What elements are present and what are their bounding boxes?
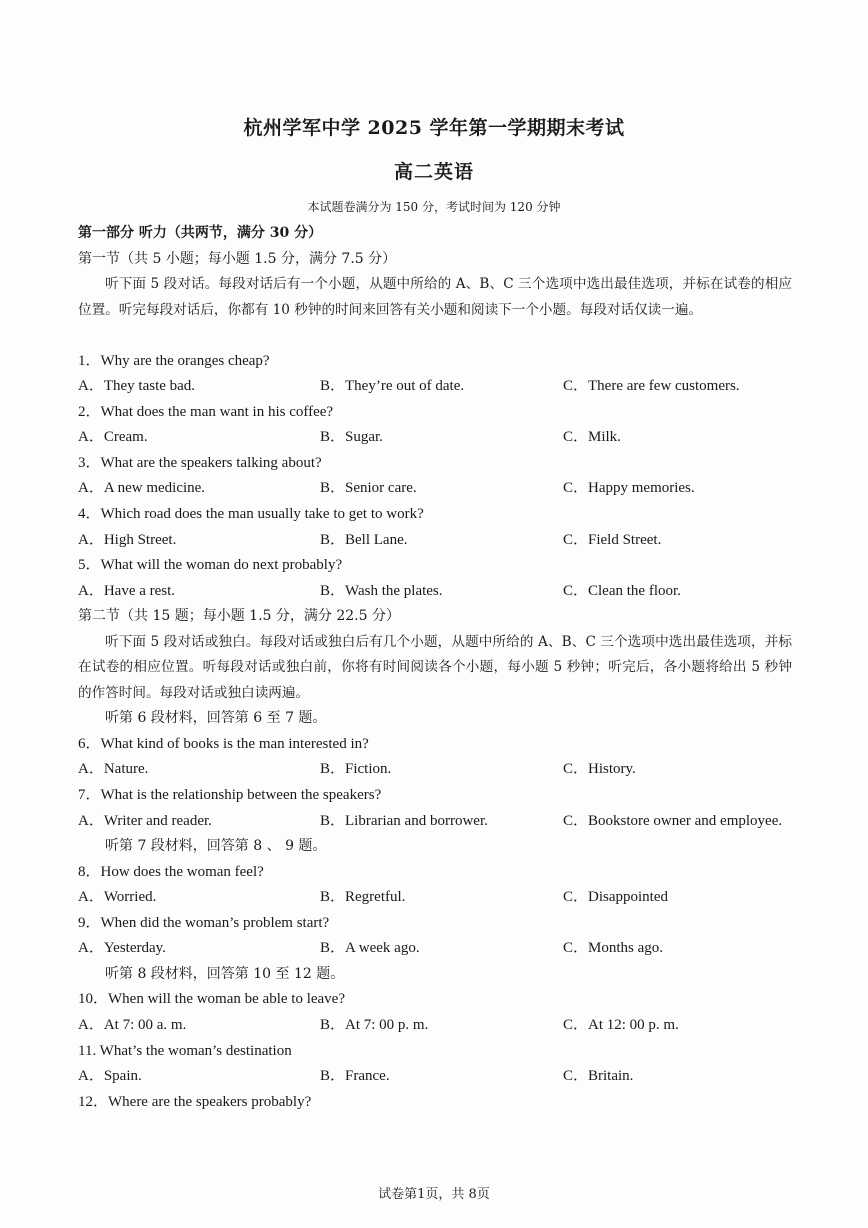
section1-instructions: 听下面 5 段对话。每段对话后有一个小题，从题中所给的 A、B、C 三个选项中选出最佳选项，并标在试卷的相应位置。听完每段对话后，你都有 10 秒钟的时间来回答有关小题和阅读下一个小题。每段对话仅读一遍。	[78, 276, 792, 318]
material-note: 听第 6 段材料，回答第 6 至 7 题。	[105, 710, 327, 727]
question-options	[78, 885, 792, 911]
exam-title: 杭州学军中学 2025 学年第一学期期末考试	[243, 117, 625, 139]
question-options	[78, 528, 792, 554]
question-options	[78, 374, 792, 400]
subject-title: 高二英语	[393, 161, 474, 183]
option-b: B．Fiction.	[320, 761, 392, 778]
option-a: A．Spain.	[78, 1068, 142, 1085]
question-stem: 11. What’s the woman’s destination	[78, 1042, 292, 1059]
option-a: A．They taste bad.	[78, 378, 196, 395]
question-stem: 6．What kind of books is the man interested in?	[78, 735, 369, 752]
question-stem: 3．What are the speakers talking about?	[78, 454, 322, 471]
option-c: C．Months ago.	[563, 940, 664, 957]
option-a: A．Have a rest.	[78, 582, 176, 599]
option-c: C．Clean the floor.	[563, 582, 681, 599]
question-stem: 7．What is the relationship between the speakers?	[78, 787, 382, 804]
option-a: A．Writer and reader.	[78, 812, 212, 829]
question-stem: 9．When did the woman’s problem start?	[78, 914, 330, 931]
option-c: C．History.	[563, 761, 636, 778]
option-b: B．They’re out of date.	[320, 378, 465, 395]
question-stem: 4．Which road does the man usually take to get to work?	[78, 506, 424, 523]
part1-heading: 第一部分 听力（共两节，满分 30 分）	[78, 225, 323, 241]
option-a: A．At 7: 00 a. m.	[78, 1016, 187, 1033]
option-b: B．Wash the plates.	[320, 582, 443, 599]
question-stem: 10．When will the woman be able to leave?	[78, 991, 345, 1008]
material-note: 听第 7 段材料，回答第 8 、 9 题。	[105, 838, 327, 855]
question-options	[78, 476, 792, 502]
option-a: A．A new medicine.	[78, 480, 206, 497]
option-a: A．High Street.	[78, 531, 177, 548]
option-b: B．Bell Lane.	[320, 531, 408, 548]
page-footer: 试卷第1页，共 8页	[378, 1187, 490, 1202]
option-c: C．Disappointed	[563, 889, 668, 906]
question-options	[78, 1064, 792, 1090]
question-options	[78, 757, 792, 783]
option-b: B．France.	[320, 1068, 390, 1085]
section2-instructions: 听下面 5 段对话或独白。每段对话或独白后有几个小题，从题中所给的 A、B、C 三个选项中选出最佳选项，并标在试卷的相应位置。听每段对话或独白前，你将有时间阅读各个小题，每小题 5 秒钟；听完后，各小题将给出 5 秒钟的作答时间。每段对话或独白读两遍。	[78, 633, 792, 701]
option-b: B．Senior care.	[320, 480, 417, 497]
option-c: C．Milk.	[563, 429, 621, 446]
question-options	[78, 425, 792, 451]
question-stem: 1．Why are the oranges cheap?	[78, 352, 270, 369]
option-b: B．At 7: 00 p. m.	[320, 1016, 429, 1033]
option-c: C．At 12: 00 p. m.	[563, 1016, 679, 1033]
material-note: 听第 8 段材料，回答第 10 至 12 题。	[105, 965, 345, 982]
option-a: A．Yesterday.	[78, 940, 166, 957]
option-b: B．A week ago.	[320, 940, 420, 957]
option-a: A．Cream.	[78, 429, 148, 446]
exam-note: 本试题卷满分为 150 分，考试时间为 120 分钟	[307, 200, 561, 214]
question-stem: 2．What does the man want in his coffee?	[78, 403, 334, 420]
option-c: C．Bookstore owner and employee.	[563, 812, 783, 829]
question-options	[78, 936, 792, 962]
question-stem: 12．Where are the speakers probably?	[78, 1093, 312, 1110]
question-options	[78, 809, 792, 835]
option-c: C．Field Street.	[563, 531, 662, 548]
option-b: B．Sugar.	[320, 429, 383, 446]
option-a: A．Worried.	[78, 889, 157, 906]
option-c: C．Britain.	[563, 1068, 634, 1085]
option-a: A．Nature.	[78, 761, 149, 778]
question-options	[78, 579, 792, 605]
exam-content	[78, 221, 792, 1115]
question-options	[78, 1013, 792, 1039]
option-c: C．There are few customers.	[563, 378, 740, 395]
option-b: B．Librarian and borrower.	[320, 812, 488, 829]
option-b: B．Regretful.	[320, 889, 406, 906]
section1-heading: 第一节（共 5 小题；每小题 1.5 分，满分 7.5 分）	[78, 250, 397, 267]
question-stem: 5．What will the woman do next probably?	[78, 557, 343, 574]
section2-heading: 第二节（共 15 题；每小题 1.5 分，满分 22.5 分）	[78, 608, 400, 625]
option-c: C．Happy memories.	[563, 480, 695, 497]
question-stem: 8．How does the woman feel?	[78, 863, 264, 880]
